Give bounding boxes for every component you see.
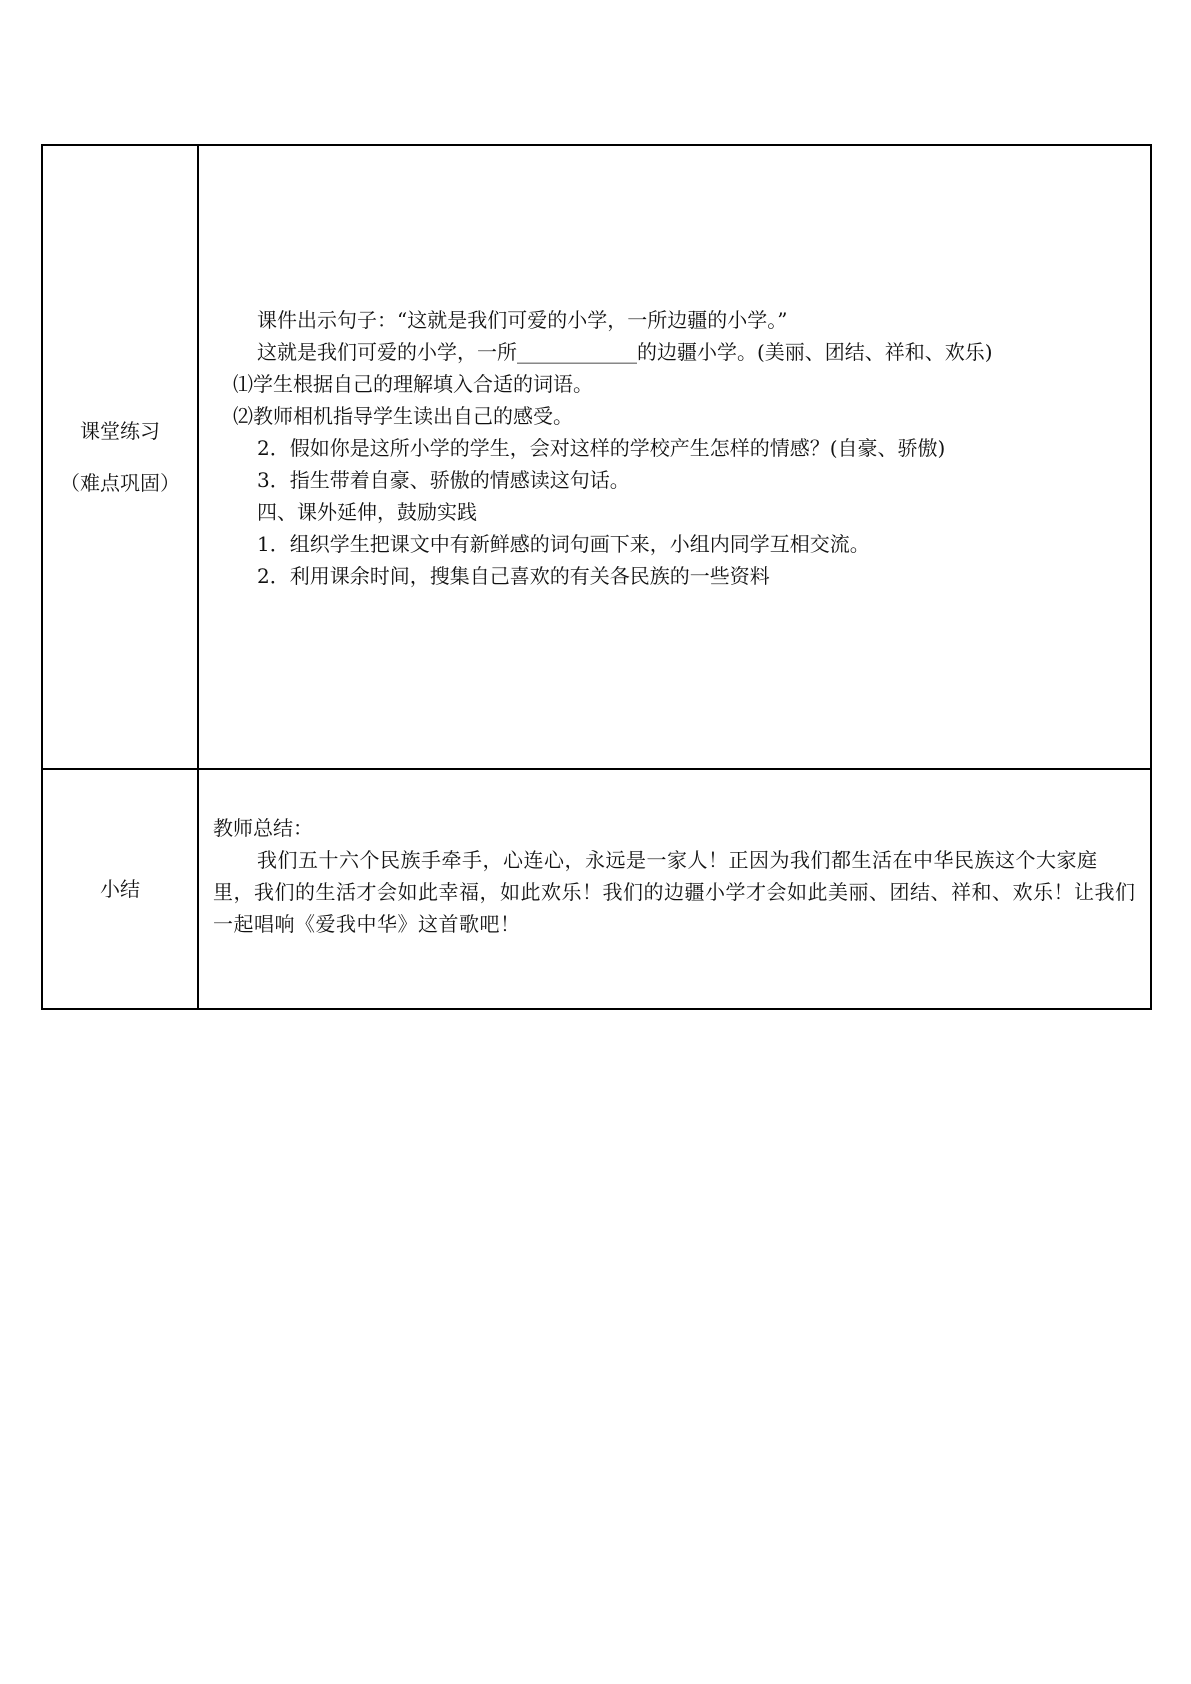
practice-label-cell (42, 145, 198, 769)
practice-line-3: ⑴学生根据自己的理解填入合适的词语。 (233, 372, 593, 396)
summary-label: 小结 (100, 877, 140, 901)
summary-content (199, 770, 1150, 940)
practice-label: 课堂练习 (80, 419, 160, 443)
summary-content-cell (198, 769, 1151, 1009)
practice-line-5: 2．假如你是这所小学的学生，会对这样的学校产生怎样的情感？(自豪、骄傲) (257, 436, 946, 460)
practice-line-2: 这就是我们可爱的小学，一所____________的边疆小学。(美丽、团结、祥和、欢乐) (257, 340, 993, 364)
summary-title: 教师总结： (213, 816, 313, 840)
lesson-plan-table (41, 144, 1152, 1010)
summary-label-cell (42, 769, 198, 1009)
practice-line-6: 3．指生带着自豪、骄傲的情感读这句话。 (257, 468, 630, 492)
summary-text: 我们五十六个民族手牵手，心连心，永远是一家人！正因为我们都生活在中华民族这个大家庭里，我们的生活才会如此幸福，如此欢乐！我们的边疆小学才会如此美丽、团结、祥和、欢乐！让我们一起唱响《爱我中华》这首歌吧！ (213, 848, 1136, 936)
practice-line-4: ⑵教师相机指导学生读出自己的感受。 (233, 404, 573, 428)
practice-line-8: 1．组织学生把课文中有新鲜感的词句画下来，小组内同学互相交流。 (257, 532, 870, 556)
practice-content (199, 146, 1150, 592)
practice-line-7: 四、课外延伸，鼓励实践 (257, 500, 477, 524)
practice-line-9: 2．利用课余时间，搜集自己喜欢的有关各民族的一些资料 (257, 564, 770, 588)
practice-content-cell (198, 145, 1151, 769)
practice-row (42, 145, 1151, 769)
summary-row (42, 769, 1151, 1009)
practice-line-1: 课件出示句子：“这就是我们可爱的小学，一所边疆的小学。” (257, 308, 788, 332)
practice-sublabel: （难点巩固） (60, 471, 180, 495)
